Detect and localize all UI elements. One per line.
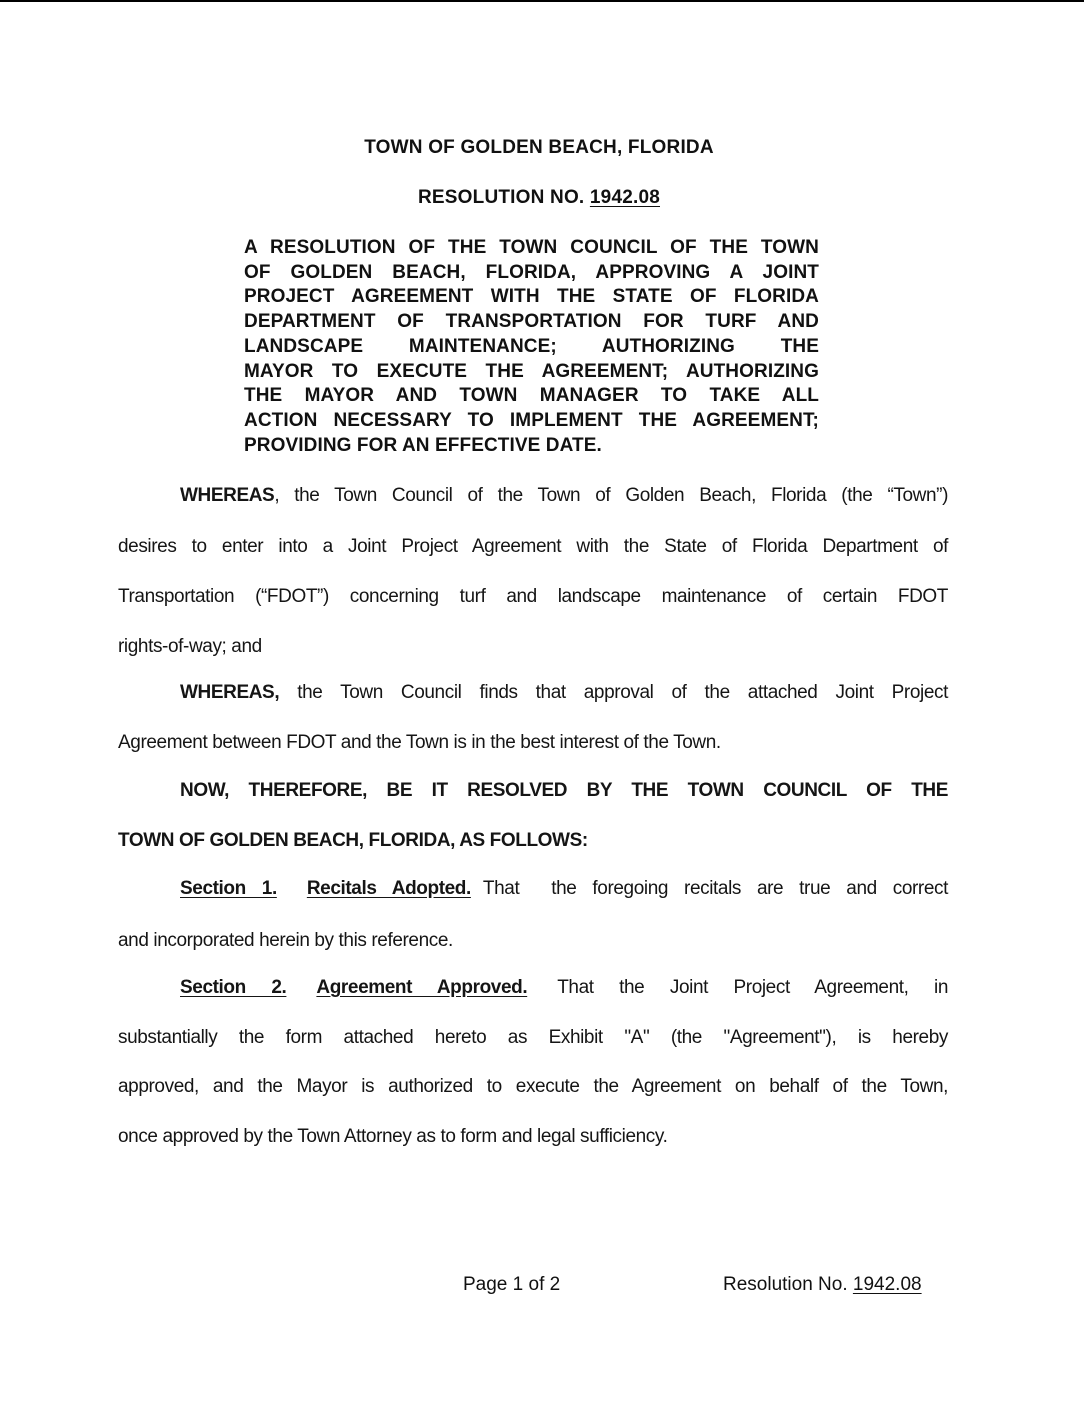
whereas-2-line-1 [180,682,948,704]
title-line: OF GOLDEN BEACH, FLORIDA, APPROVING A JOINT [244,261,819,283]
title-line: PROJECT AGREEMENT WITH THE STATE OF FLORIDA [244,286,819,308]
section-2-line-4: once approved by the Town Attorney as to form and legal sufficiency. [118,1126,668,1147]
whereas-lead: WHEREAS [180,485,275,506]
section-1-line-2: and incorporated herein by this reference. [118,930,453,951]
footer-resolution-prefix: Resolution No. [723,1274,853,1295]
whereas-1-line-3: Transportation (“FDOT”) concerning turf and landscape maintenance of certain FDOT [118,586,948,607]
title-line: MAYOR TO EXECUTE THE AGREEMENT; AUTHORIZING [244,360,819,382]
whereas-1-text: , the Town Council of the Town of Golden Beach, Florida (the “Town”) [274,485,948,506]
page-number: Page 1 of 2 [463,1274,561,1295]
section-1-text: That the foregoing recitals are true and correct [482,878,949,899]
resolved-line-1: NOW, THEREFORE, BE IT RESOLVED BY THE TOWN COUNCIL OF THE [180,780,948,801]
title-line: PROVIDING FOR AN EFFECTIVE DATE. [244,434,602,456]
section-2-text: That the Joint Project Agreement, in [557,977,949,998]
resolution-number: 1942.08 [589,187,660,208]
resolution-heading [0,187,1081,209]
footer-resolution-number: 1942.08 [852,1274,922,1295]
resolution-title [244,236,819,458]
whereas-2-text: the Town Council finds that approval of the attached Joint Project [279,682,948,703]
resolved-line-2: TOWN OF GOLDEN BEACH, FLORIDA, AS FOLLOWS: [118,830,588,851]
whereas-1-line-4: rights-of-way; and [118,636,262,657]
section-2-line-2: substantially the form attached hereto as Exhibit "A" (the "Agreement"), is hereby [118,1027,948,1048]
section-1-heading: Recitals Adopted. [306,878,471,899]
title-line: LANDSCAPE MAINTENANCE; AUTHORIZING THE [244,335,819,357]
town-heading [0,137,1081,159]
title-line: ACTION NECESSARY TO IMPLEMENT THE AGREEMENT; [244,409,819,431]
section-2-heading: Agreement Approved. [316,977,528,998]
whereas-1-line-2: desires to enter into a Joint Project Agreement with the State of Florida Department of [118,536,948,557]
section-2-line-3: approved, and the Mayor is authorized to execute the Agreement on behalf of the Town, [118,1076,948,1097]
whereas-lead: WHEREAS, [180,682,280,703]
section-1-line-1 [180,878,948,900]
section-2-label: Section 2. [180,977,287,998]
section-2-line-1 [180,977,948,999]
resolution-prefix: RESOLUTION NO. [418,187,590,208]
title-line: A RESOLUTION OF THE TOWN COUNCIL OF THE TOWN [244,237,819,258]
town-heading-text: TOWN OF GOLDEN BEACH, FLORIDA [364,137,714,158]
whereas-1-line-1 [180,485,948,507]
section-1-label: Section 1. [180,878,277,899]
title-line: DEPARTMENT OF TRANSPORTATION FOR TURF AND [244,311,819,333]
whereas-2-line-2: Agreement between FDOT and the Town is in the best interest of the Town. [118,732,721,753]
footer-resolution [723,1274,922,1296]
title-line: THE MAYOR AND TOWN MANAGER TO TAKE ALL [244,385,819,407]
